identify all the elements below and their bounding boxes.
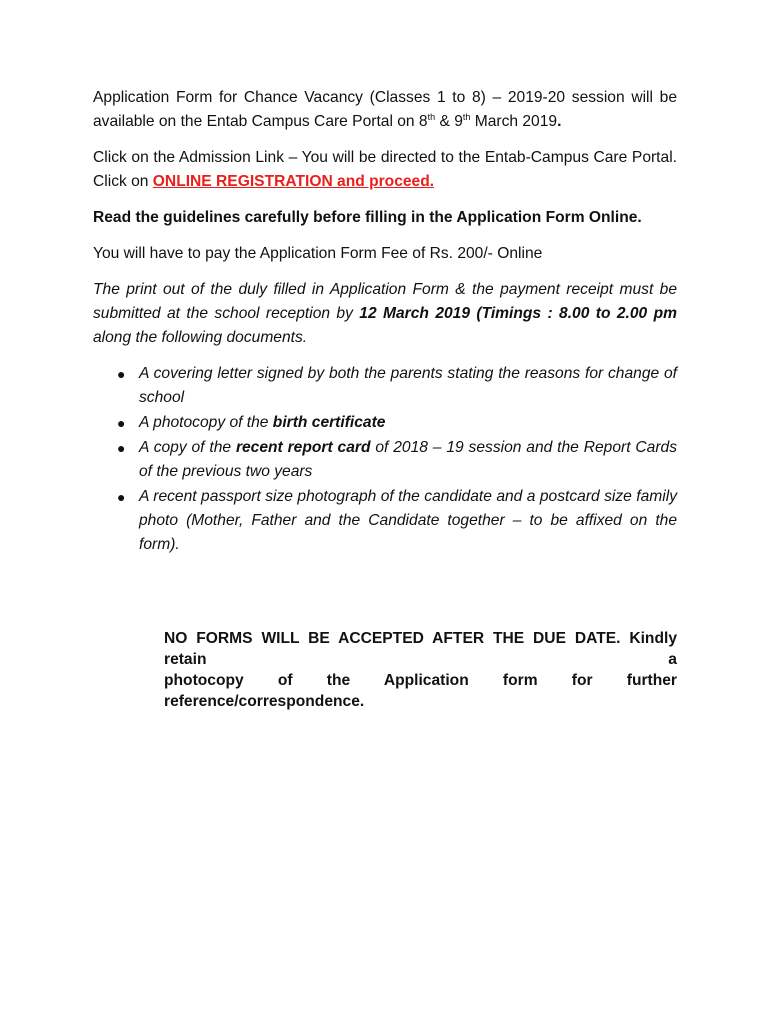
due-date-notice [164, 628, 677, 712]
online-registration-link[interactable]: ONLINE REGISTRATION and proceed. [152, 173, 435, 190]
bullet-icon: ● [117, 415, 126, 431]
list-item [117, 436, 677, 484]
document-body [93, 86, 677, 558]
list-item-emphasis: recent report card [235, 439, 371, 456]
availability-text: & 9 [435, 113, 463, 130]
ordinal-suffix: th [462, 111, 471, 122]
list-item-emphasis: birth certificate [272, 414, 386, 431]
availability-paragraph [93, 86, 677, 134]
bullet-icon: ● [117, 366, 126, 382]
list-item-text: A copy of the [139, 439, 236, 456]
submission-deadline: 12 March 2019 (Timings : 8.00 to 2.00 pm [359, 305, 677, 322]
submission-paragraph [93, 278, 677, 350]
notice-line: NO FORMS WILL BE ACCEPTED AFTER THE DUE DATE. Kindly retain a [164, 630, 677, 668]
availability-period: . [557, 113, 562, 130]
admission-link-paragraph [93, 146, 677, 194]
bullet-icon: ● [117, 489, 126, 505]
availability-text: Application Form for Chance Vacancy (Classes 1 to 8) – 2019-20 session will be available on the Entab Campus Care Portal on 8 [93, 89, 677, 130]
guidelines-heading: Read the guidelines carefully before filling in the Application Form Online. [93, 209, 642, 226]
documents-list [93, 362, 677, 557]
list-item-text: A recent passport size photograph of the candidate and a postcard size family photo (Mother, Father and the Candidate together – to be affixed on the form). [139, 488, 677, 553]
notice-line: reference/correspondence. [164, 693, 365, 710]
list-item [117, 411, 677, 435]
availability-text: March 2019 [470, 113, 558, 130]
list-item-text: of 2018 – 19 session and the Report Cards of the previous two years [139, 439, 677, 480]
list-item-text: A covering letter signed by both the parents stating the reasons for change of school [139, 365, 677, 406]
ordinal-suffix: th [427, 111, 436, 122]
list-item-text: A photocopy of the [139, 414, 273, 431]
fee-paragraph: You will have to pay the Application Form Fee of Rs. 200/- Online [93, 245, 543, 262]
submission-text: The print out of the duly filled in Application Form & the payment receipt must be submitted at the school reception by [93, 281, 677, 322]
bullet-icon: ● [117, 440, 126, 456]
list-item [117, 485, 677, 557]
admission-instructions: Click on the Admission Link – You will be directed to the Entab-Campus Care Portal. Click on [93, 149, 677, 190]
list-item [117, 362, 677, 410]
notice-line: photocopy of the Application form for further [164, 672, 677, 689]
submission-text: along the following documents. [93, 329, 308, 346]
